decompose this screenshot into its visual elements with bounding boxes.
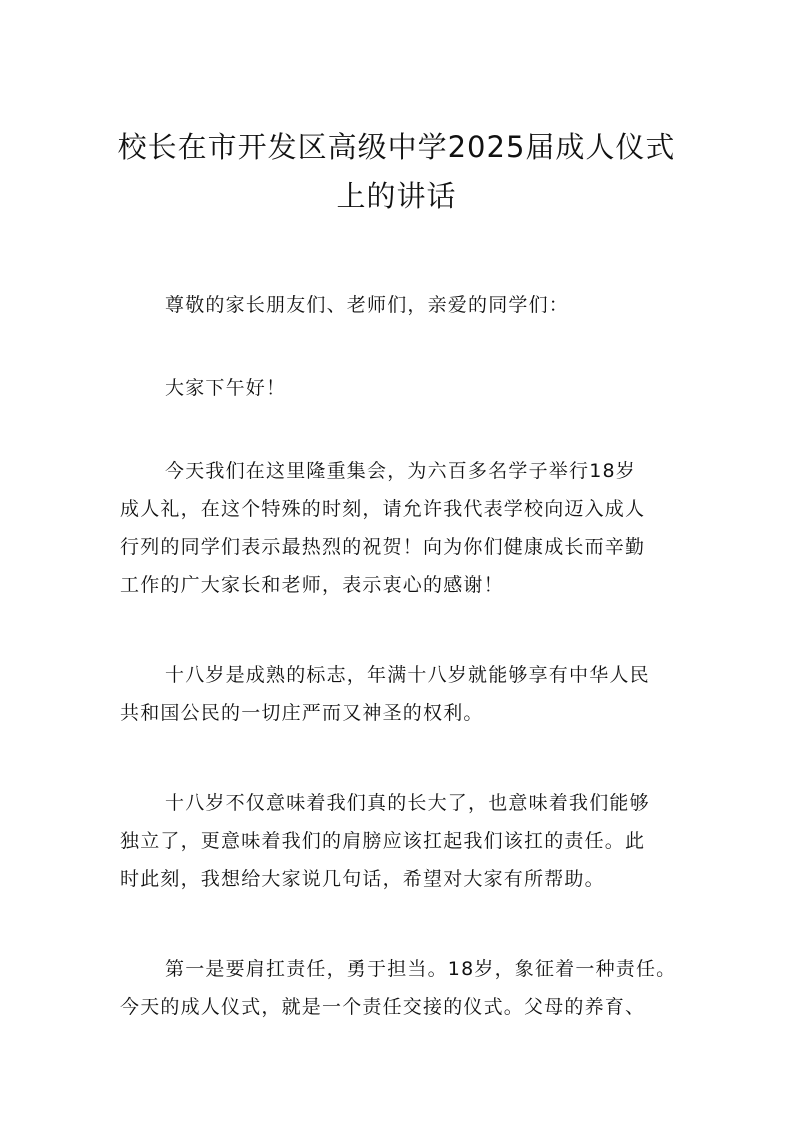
paragraph-line: 大家下午好！ xyxy=(165,377,287,399)
paragraph-line: 成人礼，在这个特殊的时刻，请允许我代表学校向迈入成人 xyxy=(120,498,646,520)
body-paragraph-4 xyxy=(120,950,680,1026)
paragraph-line: 十八岁不仅意味着我们真的长大了，也意味着我们能够 xyxy=(165,792,650,814)
paragraph-line: 今天我们在这里隆重集会，为六百多名学子举行18岁 xyxy=(165,460,636,482)
paragraph-line: 共和国公民的一切庄严而又神圣的权利。 xyxy=(120,702,484,724)
paragraph-line: 十八岁是成熟的标志，年满十八岁就能够享有中华人民 xyxy=(165,664,650,686)
document-title-line-1: 校长在市开发区高级中学2025届成人仪式 xyxy=(117,130,676,164)
body-paragraph-3 xyxy=(120,784,680,898)
document-title-line-2: 上的讲话 xyxy=(336,179,457,213)
paragraph-line: 工作的广大家长和老师，表示衷心的感谢！ xyxy=(120,574,504,596)
paragraph-line: 行列的同学们表示最热烈的祝贺！向为你们健康成长而辛勤 xyxy=(120,536,646,558)
paragraph-line: 时此刻，我想给大家说几句话，希望对大家有所帮助。 xyxy=(120,868,605,890)
paragraph-line: 第一是要肩扛责任，勇于担当。18岁，象征着一种责任。 xyxy=(165,958,677,980)
body-paragraph-2 xyxy=(120,656,680,732)
paragraph-line: 尊敬的家长朋友们、老师们，亲爱的同学们： xyxy=(165,294,570,316)
paragraph-line: 独立了，更意味着我们的肩膀应该扛起我们该扛的责任。此 xyxy=(120,830,646,852)
paragraph-line: 今天的成人仪式，就是一个责任交接的仪式。父母的养育、 xyxy=(120,996,646,1018)
greeting-paragraph xyxy=(120,369,680,407)
body-paragraph-1 xyxy=(120,452,680,604)
salutation-paragraph xyxy=(120,286,680,324)
